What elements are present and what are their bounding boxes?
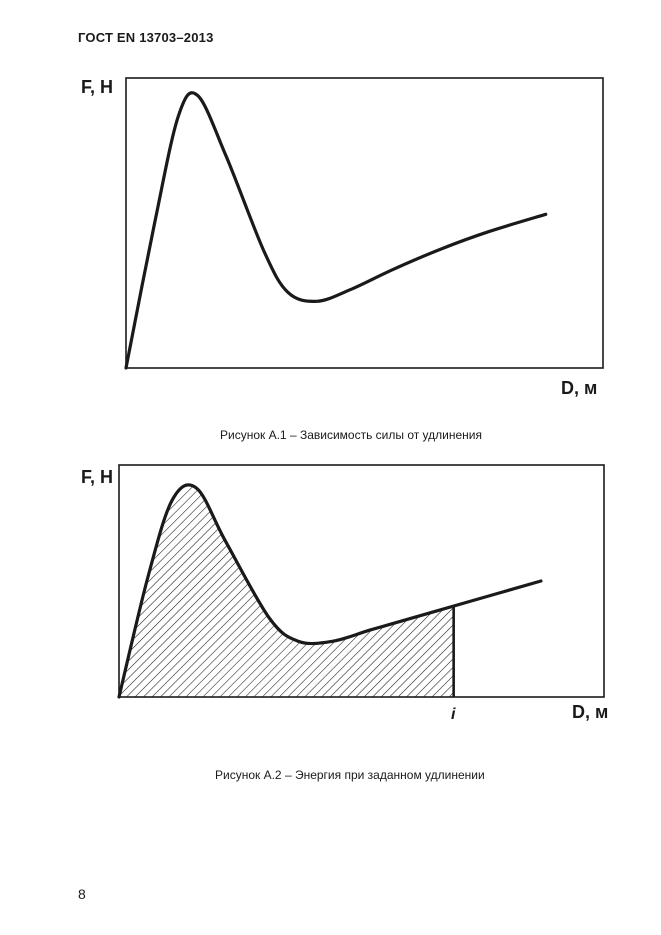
fig2-caption: Рисунок А.2 – Энергия при заданном удлинении <box>215 768 485 782</box>
fig1-caption: Рисунок А.1 – Зависимость силы от удлинения <box>220 428 482 442</box>
fig2-x-axis-label: D, м <box>572 702 609 722</box>
fig2-hatched-area <box>119 485 454 697</box>
fig2-marker-i: i <box>451 706 456 723</box>
fig1-y-axis-label: F, H <box>81 77 114 97</box>
fig1-plot-frame <box>126 78 603 368</box>
fig1-curve <box>126 93 546 368</box>
page-number: 8 <box>78 886 86 902</box>
fig1-x-axis-label: D, м <box>561 378 598 398</box>
document-header: ГОСТ EN 13703–2013 <box>78 30 214 45</box>
fig2-y-axis-label: F, H <box>81 467 114 487</box>
